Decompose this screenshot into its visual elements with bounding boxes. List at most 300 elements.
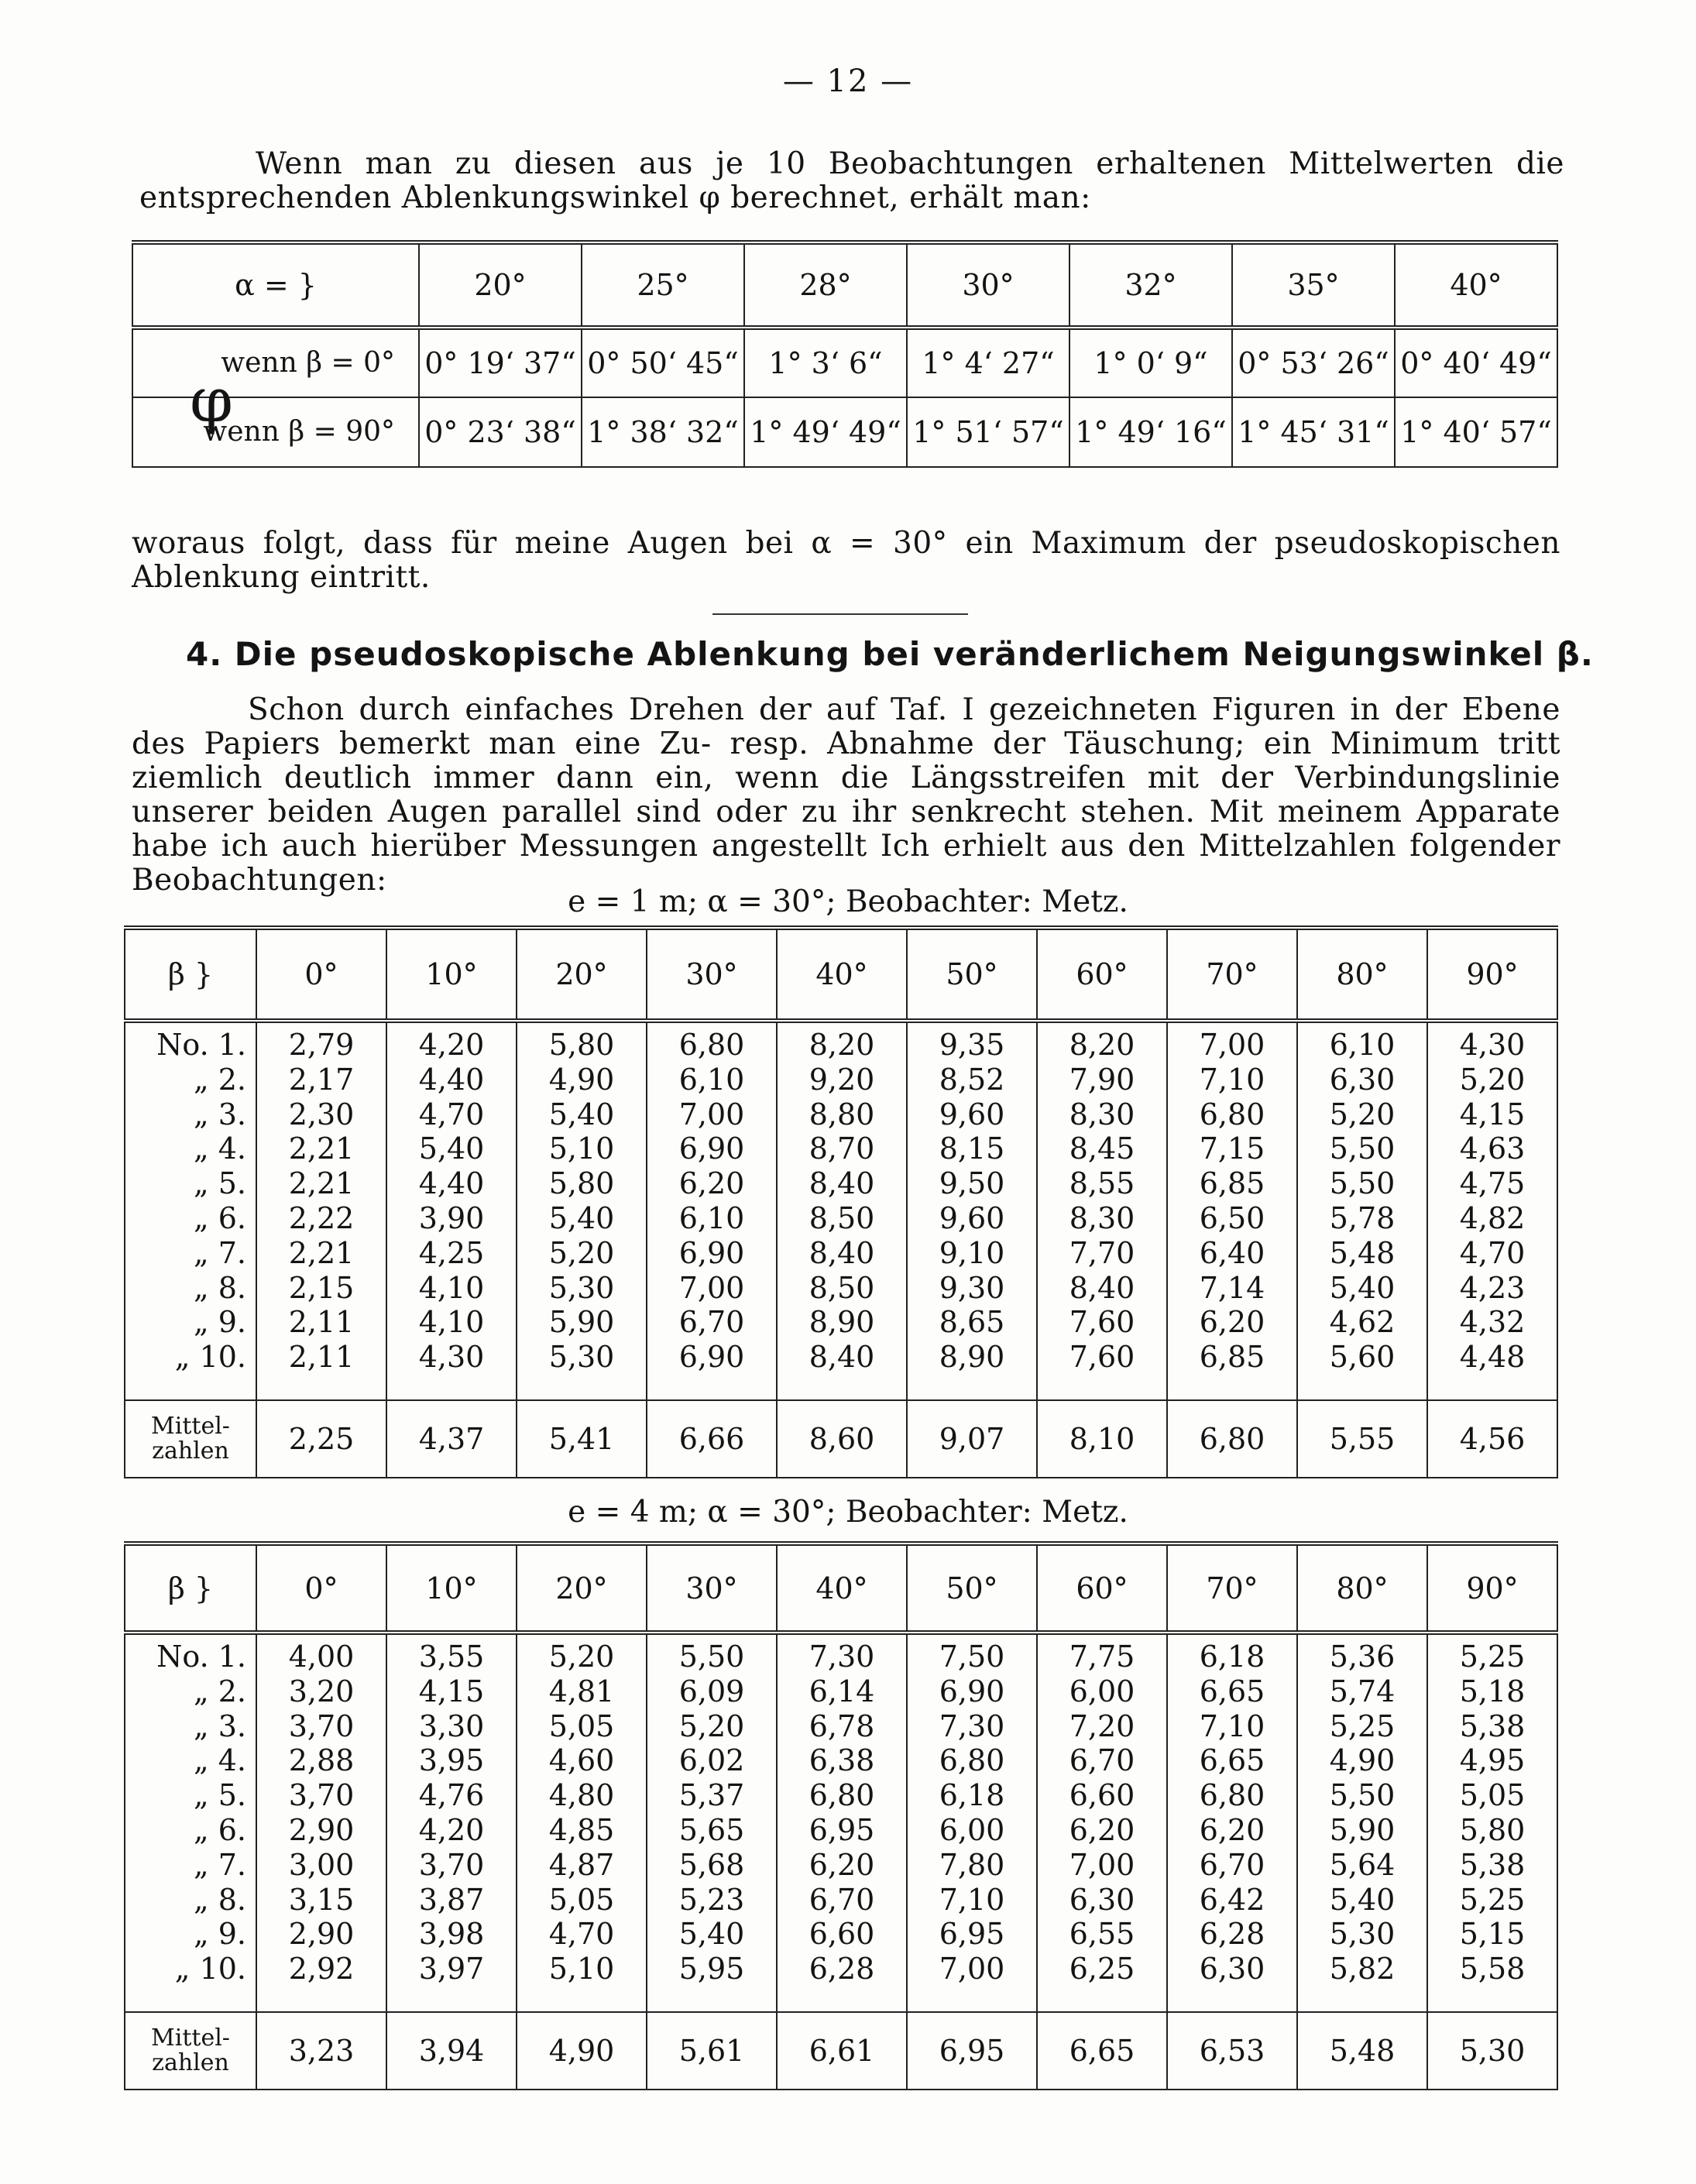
table2-cell: 5,40 [1329,1270,1396,1305]
table3-cell: 6,30 [1069,1882,1135,1917]
table3-column-40 [777,1633,907,2012]
table2-cell: 6,10 [678,1062,745,1097]
table3-cell: 7,30 [809,1640,875,1674]
table3-cell: 2,92 [288,1952,355,1987]
table2-cell: 4,25 [418,1235,485,1270]
table3-cell: 6,14 [809,1674,875,1708]
table2-mean-cell: 5,55 [1297,1400,1427,1478]
table3-cell: 5,50 [1329,1778,1396,1813]
table2-cell: 5,90 [548,1305,615,1340]
table1-cell: 1° 40‘ 57“ [1395,397,1557,467]
table2-cell: 6,90 [678,1340,745,1375]
table2-cell: 5,80 [548,1166,615,1201]
table3-cell: 6,25 [1069,1952,1135,1987]
table3-row-label: „ 3. [193,1708,246,1743]
table2-cell: 4,82 [1459,1200,1526,1235]
table2-header-cell: 90° [1427,928,1557,1021]
table2-cell: 6,85 [1199,1340,1265,1375]
table2-cell: 7,00 [1199,1028,1265,1062]
table3-cell: 2,90 [288,1917,355,1952]
table2-column-30 [647,1021,777,1400]
table2-cell: 6,70 [678,1305,745,1340]
table2-cell: 4,10 [418,1305,485,1340]
table1-header-cell: 28° [744,242,907,328]
table3-cell: 3,70 [418,1847,485,1882]
table2-cell: 2,22 [288,1200,355,1235]
table3-cell: 7,80 [939,1847,1005,1882]
table2-column-60 [1037,1021,1167,1400]
table2-cell: 4,48 [1459,1340,1526,1375]
table3-cell: 6,95 [809,1812,875,1847]
table3-row-label: „ 6. [193,1812,246,1847]
table2-cell: 4,70 [418,1097,485,1131]
table2-column-70 [1167,1021,1297,1400]
table3-cell: 4,00 [288,1640,355,1674]
table2-header-cell: 30° [647,928,777,1021]
table1-cell: 1° 45‘ 31“ [1232,397,1395,467]
table3-cell: 4,95 [1459,1743,1526,1778]
table2-cell: 8,15 [939,1131,1005,1166]
table2-cell: 6,20 [678,1166,745,1201]
table2-header-cell: 0° [256,928,386,1021]
table3-cell: 3,70 [288,1708,355,1743]
table2-mean-cell: 2,25 [256,1400,386,1478]
table1-cell: 1° 49‘ 49“ [744,397,907,467]
table3-mean-cell: 4,90 [517,2012,647,2090]
table3-cell: 2,88 [288,1743,355,1778]
table3-cell: 6,00 [1069,1674,1135,1708]
table1-row-label: wenn β = 90° [132,397,419,467]
table2-cell: 7,90 [1069,1062,1135,1097]
table2-column-20 [517,1021,647,1400]
phi-symbol: φ [190,364,234,436]
table2-cell: 2,11 [288,1305,355,1340]
table3-cell: 4,90 [1329,1743,1396,1778]
table2-cell: 8,55 [1069,1166,1135,1201]
table2-cell: 8,20 [1069,1028,1135,1062]
table1-header-cell: 25° [582,242,744,328]
table2-row-label: No. 1. [156,1028,246,1062]
table3-cell: 6,20 [1069,1812,1135,1847]
table2-row-label: „ 10. [174,1340,246,1375]
table3-cell: 5,25 [1329,1708,1396,1743]
table2-header-cell: 60° [1037,928,1167,1021]
table2-cell: 2,21 [288,1131,355,1166]
table3-cell: 7,75 [1069,1640,1135,1674]
table2-cell: 5,78 [1329,1200,1396,1235]
table1-cell: 0° 23‘ 38“ [419,397,582,467]
table3-cell: 6,38 [809,1743,875,1778]
table3-column-70 [1167,1633,1297,2012]
table2-header-cell: 20° [517,928,647,1021]
table3-cell: 6,80 [939,1743,1005,1778]
table3-column-90 [1427,1633,1557,2012]
table3-cell: 6,20 [809,1847,875,1882]
table1-cell: 1° 51‘ 57“ [907,397,1069,467]
table2-cell: 2,11 [288,1340,355,1375]
table2-cell: 4,30 [418,1340,485,1375]
table3-column-80 [1297,1633,1427,2012]
table2-cell: 2,79 [288,1028,355,1062]
table1-row-label: wenn β = 0° [132,328,419,397]
table2-cell: 5,80 [548,1028,615,1062]
table3-mean-cell: 6,61 [777,2012,907,2090]
table2-cell: 5,60 [1329,1340,1396,1375]
table2-cell: 8,45 [1069,1131,1135,1166]
table2-row-labels [125,1021,256,1400]
table2-column-90 [1427,1021,1557,1400]
table3-cell: 5,40 [678,1917,745,1952]
table2-cell: 7,70 [1069,1235,1135,1270]
table2-mean-cell: 9,07 [907,1400,1037,1478]
table3-cell: 5,23 [678,1882,745,1917]
table3-cell: 4,60 [548,1743,615,1778]
table2-cell: 8,52 [939,1062,1005,1097]
table3-cell: 6,55 [1069,1917,1135,1952]
table3-column-10 [386,1633,517,2012]
table1-alpha-label: α = } [132,242,419,328]
table2-cell: 9,10 [939,1235,1005,1270]
table2-cell: 4,40 [418,1166,485,1201]
table3-data-block [125,1633,1557,2012]
table2-cell: 4,40 [418,1062,485,1097]
table2-cell: 4,63 [1459,1131,1526,1166]
table3-row-label: „ 9. [193,1917,246,1952]
table2-cell: 9,60 [939,1097,1005,1131]
table3-mean-label: Mittel-zahlen [125,2012,256,2090]
table2-column-40 [777,1021,907,1400]
table2-column-10 [386,1021,517,1400]
table3-cell: 7,00 [939,1952,1005,1987]
table3-cell: 7,10 [1199,1708,1265,1743]
table2-cell: 9,30 [939,1270,1005,1305]
table1-cell: 1° 38‘ 32“ [582,397,744,467]
table3-cell: 6,65 [1199,1674,1265,1708]
table3-cell: 3,87 [418,1882,485,1917]
table2-beta-label: β } [125,928,256,1021]
table3-cell: 5,64 [1329,1847,1396,1882]
table2-cell: 7,60 [1069,1305,1135,1340]
table2-mean-cell: 8,10 [1037,1400,1167,1478]
table2-cell: 5,50 [1329,1166,1396,1201]
table3-column-30 [647,1633,777,2012]
table2-header-cell: 80° [1297,928,1427,1021]
table1-cell: 0° 19‘ 37“ [419,328,582,397]
table2-header-cell: 10° [386,928,517,1021]
table2-cell: 4,20 [418,1028,485,1062]
table3-cell: 5,40 [1329,1882,1396,1917]
table2-mean-cell: 4,37 [386,1400,517,1478]
table2-header-cell: 40° [777,928,907,1021]
table3-row-label: „ 8. [193,1882,246,1917]
table2-mean-cell: 8,60 [777,1400,907,1478]
table2-cell: 5,10 [548,1131,615,1166]
table3-cell: 5,18 [1459,1674,1526,1708]
table3-cell: 5,95 [678,1952,745,1987]
table3-cell: 4,87 [548,1847,615,1882]
table3-cell: 5,05 [1459,1778,1526,1813]
table3-cell: 7,20 [1069,1708,1135,1743]
table3-header-cell: 50° [907,1544,1037,1633]
table2-cell: 4,62 [1329,1305,1396,1340]
table1-row-beta-0 [132,328,1557,397]
table2-mean-cell: 6,66 [647,1400,777,1478]
table2-data-block [125,1021,1557,1400]
table3-column-20 [517,1633,647,2012]
table3-cell: 4,81 [548,1674,615,1708]
table3-cell: 3,70 [288,1778,355,1813]
table3-column-50 [907,1633,1037,2012]
table3-cell: 6,18 [939,1778,1005,1813]
table3-cell: 5,37 [678,1778,745,1813]
table2-cell: 7,00 [678,1270,745,1305]
measurement-table-1m [124,925,1558,1478]
table2-caption: e = 1 m; α = 30°; Beobachter: Metz. [568,884,1128,919]
table2-cell: 2,21 [288,1235,355,1270]
table3-header-row [125,1544,1557,1633]
table2-cell: 7,10 [1199,1062,1265,1097]
table2-cell: 4,32 [1459,1305,1526,1340]
table3-cell: 5,58 [1459,1952,1526,1987]
table2-cell: 5,50 [1329,1131,1396,1166]
table2-cell: 7,00 [678,1097,745,1131]
table2-cell: 5,30 [548,1340,615,1375]
table2-cell: 6,10 [1329,1028,1396,1062]
table3-cell: 6,20 [1199,1812,1265,1847]
table3-cell: 4,20 [418,1812,485,1847]
table2-row-label: „ 4. [193,1131,246,1166]
table2-cell: 4,10 [418,1270,485,1305]
table2-cell: 7,15 [1199,1131,1265,1166]
section-divider [712,613,968,615]
table2-cell: 6,85 [1199,1166,1265,1201]
table3-cell: 3,30 [418,1708,485,1743]
table2-mean-cell: 4,56 [1427,1400,1557,1478]
table3-cell: 4,76 [418,1778,485,1813]
table3-beta-label: β } [125,1544,256,1633]
table2-cell: 9,20 [809,1062,875,1097]
table3-cell: 5,05 [548,1708,615,1743]
table1-header-cell: 30° [907,242,1069,328]
table3-cell: 6,42 [1199,1882,1265,1917]
table3-column-60 [1037,1633,1167,2012]
table2-header-cell: 50° [907,928,1037,1021]
table3-cell: 6,80 [1199,1778,1265,1813]
table3-mean-row [125,2012,1557,2090]
table3-header-cell: 90° [1427,1544,1557,1633]
table2-cell: 2,17 [288,1062,355,1097]
table2-cell: 2,15 [288,1270,355,1305]
table3-cell: 5,65 [678,1812,745,1847]
table2-cell: 6,30 [1329,1062,1396,1097]
table3-row-label: „ 10. [174,1952,246,1987]
deflection-angle-table [132,240,1558,468]
table3-mean-cell: 3,23 [256,2012,386,2090]
table1-cell: 1° 4‘ 27“ [907,328,1069,397]
table2-mean-cell: 5,41 [517,1400,647,1478]
table2-cell: 6,80 [678,1028,745,1062]
table2-mean-label: Mittel-zahlen [125,1400,256,1478]
table2-header-row [125,928,1557,1021]
table3-cell: 5,90 [1329,1812,1396,1847]
table2-cell: 4,70 [1459,1235,1526,1270]
table3-cell: 7,10 [939,1882,1005,1917]
table3-cell: 6,60 [809,1917,875,1952]
table2-row-label: „ 5. [193,1166,246,1201]
table2-cell: 6,20 [1199,1305,1265,1340]
table3-cell: 3,15 [288,1882,355,1917]
table2-cell: 9,60 [939,1200,1005,1235]
table3-cell: 5,05 [548,1882,615,1917]
table2-cell: 2,21 [288,1166,355,1201]
table2-row-label: „ 9. [193,1305,246,1340]
table3-row-label: „ 7. [193,1847,246,1882]
table2-cell: 5,20 [1329,1097,1396,1131]
table1-header-cell: 20° [419,242,582,328]
table1-header-cell: 40° [1395,242,1557,328]
table3-mean-cell: 6,95 [907,2012,1037,2090]
table1-cell: 1° 49‘ 16“ [1069,397,1232,467]
table1-row-beta-90 [132,397,1557,467]
table2-cell: 9,35 [939,1028,1005,1062]
table2-cell: 4,75 [1459,1166,1526,1201]
table2-row-label: „ 3. [193,1097,246,1131]
table3-header-cell: 0° [256,1544,386,1633]
page-number: — 12 — [782,64,914,99]
table3-cell: 6,60 [1069,1778,1135,1813]
table3-cell: 6,95 [939,1917,1005,1952]
table3-cell: 5,68 [678,1847,745,1882]
table2-cell: 6,80 [1199,1097,1265,1131]
table3-cell: 6,90 [939,1674,1005,1708]
table1-cell: 1° 3‘ 6“ [744,328,907,397]
table2-cell: 5,40 [548,1097,615,1131]
table3-cell: 7,50 [939,1640,1005,1674]
table3-caption: e = 4 m; α = 30°; Beobachter: Metz. [568,1495,1128,1530]
table2-cell: 8,40 [809,1166,875,1201]
table3-header-cell: 10° [386,1544,517,1633]
table1-cell: 1° 0‘ 9“ [1069,328,1232,397]
table3-cell: 6,28 [809,1952,875,1987]
table2-cell: 8,65 [939,1305,1005,1340]
table2-cell: 8,70 [809,1131,875,1166]
table3-cell: 4,85 [548,1812,615,1847]
table3-header-cell: 40° [777,1544,907,1633]
table3-cell: 6,09 [678,1674,745,1708]
table3-row-label: „ 2. [193,1674,246,1708]
table3-header-cell: 20° [517,1544,647,1633]
table3-cell: 2,90 [288,1812,355,1847]
table3-cell: 6,30 [1199,1952,1265,1987]
table2-cell: 4,15 [1459,1097,1526,1131]
table3-cell: 7,30 [939,1708,1005,1743]
table3-cell: 3,98 [418,1917,485,1952]
table3-cell: 5,10 [548,1952,615,1987]
section-heading: 4. Die pseudoskopische Ablenkung bei veränderlichem Neigungswinkel β. [186,635,1594,673]
table1-header-row [132,242,1557,328]
table2-cell: 4,90 [548,1062,615,1097]
table3-cell: 3,97 [418,1952,485,1987]
table2-cell: 4,30 [1459,1028,1526,1062]
table3-cell: 6,28 [1199,1917,1265,1952]
table2-cell: 7,14 [1199,1270,1265,1305]
table2-row-label: „ 8. [193,1270,246,1305]
table3-cell: 6,70 [1069,1743,1135,1778]
table2-row-label: „ 6. [193,1200,246,1235]
table3-cell: 5,25 [1459,1640,1526,1674]
table2-mean-cell: 6,80 [1167,1400,1297,1478]
table1-cell: 0° 40‘ 49“ [1395,328,1557,397]
table2-cell: 6,10 [678,1200,745,1235]
table2-cell: 7,60 [1069,1340,1135,1375]
table3-mean-cell: 5,48 [1297,2012,1427,2090]
table2-cell: 8,20 [809,1028,875,1062]
table3-cell: 5,50 [678,1640,745,1674]
table3-row-label: „ 5. [193,1778,246,1813]
table2-cell: 5,30 [548,1270,615,1305]
table3-cell: 4,15 [418,1674,485,1708]
measurement-table-4m [124,1541,1558,2090]
table3-cell: 5,82 [1329,1952,1396,1987]
table3-cell: 5,38 [1459,1708,1526,1743]
table3-row-label: „ 4. [193,1743,246,1778]
table2-cell: 6,90 [678,1235,745,1270]
table3-cell: 3,55 [418,1640,485,1674]
table3-cell: 3,95 [418,1743,485,1778]
table3-cell: 3,20 [288,1674,355,1708]
table2-cell: 6,50 [1199,1200,1265,1235]
table2-cell: 6,90 [678,1131,745,1166]
table3-cell: 5,80 [1459,1812,1526,1847]
intro-paragraph: Wenn man zu diesen aus je 10 Beobachtungen erhaltenen Mittelwerten die entsprechenden Ablenkungswinkel φ berechnet, erhält man: [139,146,1564,215]
table3-cell: 5,36 [1329,1640,1396,1674]
table3-row-label: No. 1. [156,1640,246,1674]
conclusion-paragraph: woraus folgt, dass für meine Augen bei α = 30° ein Maximum der pseudoskopischen Ablenkung eintritt. [132,526,1560,595]
table3-cell: 7,00 [1069,1847,1135,1882]
table3-cell: 3,00 [288,1847,355,1882]
table3-cell: 5,25 [1459,1882,1526,1917]
table1-cell: 0° 53‘ 26“ [1232,328,1395,397]
table3-cell: 6,02 [678,1743,745,1778]
table2-cell: 5,20 [548,1235,615,1270]
table2-mean-row [125,1400,1557,1478]
table2-cell: 8,30 [1069,1097,1135,1131]
table2-cell: 9,50 [939,1166,1005,1201]
table3-cell: 5,38 [1459,1847,1526,1882]
table3-cell: 5,20 [678,1708,745,1743]
table3-cell: 5,15 [1459,1917,1526,1952]
table2-cell: 8,50 [809,1200,875,1235]
table2-row-label: „ 2. [193,1062,246,1097]
table2-cell: 8,90 [939,1340,1005,1375]
table2-cell: 5,40 [548,1200,615,1235]
table3-cell: 6,80 [809,1778,875,1813]
table2-column-80 [1297,1021,1427,1400]
table2-cell: 5,20 [1459,1062,1526,1097]
table3-mean-cell: 3,94 [386,2012,517,2090]
table2-cell: 8,90 [809,1305,875,1340]
table2-row-label: „ 7. [193,1235,246,1270]
table3-header-cell: 60° [1037,1544,1167,1633]
table2-cell: 8,30 [1069,1200,1135,1235]
table3-cell: 6,65 [1199,1743,1265,1778]
table2-cell: 4,23 [1459,1270,1526,1305]
table2-header-cell: 70° [1167,928,1297,1021]
table3-cell: 6,70 [1199,1847,1265,1882]
table3-mean-cell: 6,65 [1037,2012,1167,2090]
table3-header-cell: 70° [1167,1544,1297,1633]
table3-cell: 5,74 [1329,1674,1396,1708]
